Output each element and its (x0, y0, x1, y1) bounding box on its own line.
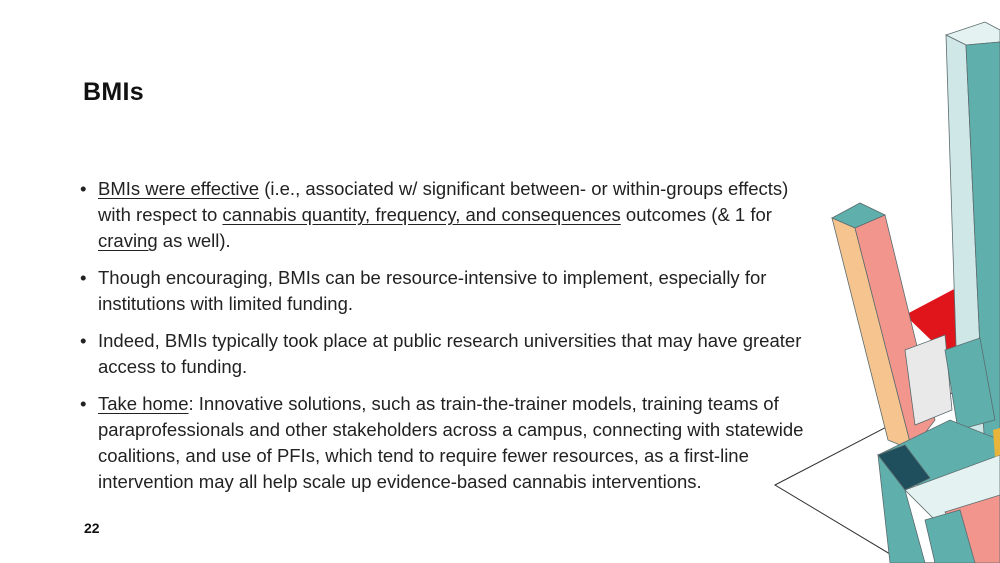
bullet-item (80, 176, 815, 254)
salmon-base-block (945, 495, 1000, 563)
peach-column-front (832, 218, 912, 450)
teal-side-block (945, 338, 995, 430)
slide-title: BMIs (83, 78, 144, 106)
bullet-text: Though encouraging, BMIs can be resource-intensive to implement, especially for institutions with limited funding. (98, 267, 767, 314)
bullet-text-underlined: Take home (98, 393, 189, 414)
bullet-item (80, 328, 815, 380)
teal-platform-top (878, 420, 1000, 495)
light-base-block (905, 455, 1000, 520)
tall-column-front (946, 35, 990, 563)
grey-step (905, 335, 952, 425)
bullet-item (80, 265, 815, 317)
bullet-list (80, 176, 815, 506)
bullet-text-underlined: cannabis quantity, frequency, and consequences (222, 204, 621, 225)
dark-teal-face (878, 445, 930, 490)
bullet-text: Indeed, BMIs typically took place at public research universities that may have greater access to funding. (98, 330, 802, 377)
bullet-text: as well). (157, 230, 231, 251)
bullet-text: : Innovative solutions, such as train-the-trainer models, training teams of paraprofessionals and other stakeholders across a campus, connecting with statewide coalitions, and use of PFIs, which tend to require fewer resources, as a first-line intervention may all help scale up evidence-based cannabis interventions. (98, 393, 804, 492)
tall-column-side (966, 42, 1000, 563)
bullet-text-underlined: BMIs were effective (98, 178, 260, 199)
bullet-text: outcomes (& 1 for (620, 204, 772, 225)
teal-bottom-block (925, 510, 975, 563)
peach-column-top (832, 203, 885, 228)
bullet-item (80, 391, 815, 495)
gold-accent (993, 428, 1000, 457)
bullet-text-underlined: craving (98, 230, 158, 251)
red-block (905, 278, 1000, 368)
tall-column-top (946, 22, 1000, 45)
bullet-text: (i.e., associated w/ significant between- or within-groups effects) with respect to (98, 178, 789, 225)
slide-number: 22 (84, 520, 100, 536)
teal-base-front (878, 455, 925, 563)
salmon-column-side (855, 215, 935, 450)
